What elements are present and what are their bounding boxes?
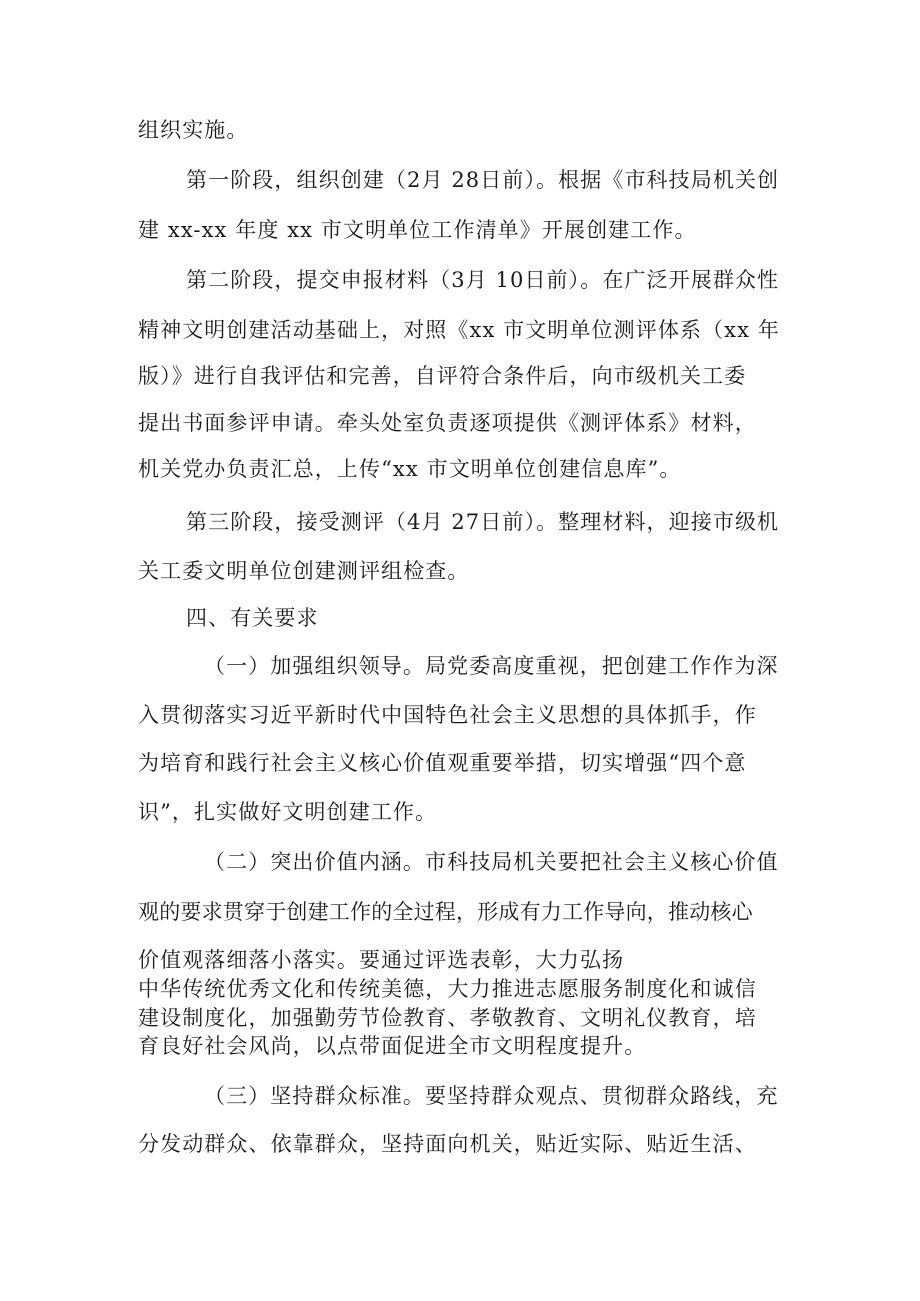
body-line: 价值观落细落小落实。要通过评选表彰，大力弘扬	[138, 948, 625, 972]
section-heading: 四、有关要求	[186, 606, 319, 630]
body-line: 第一阶段，组织创建（2月 28日前）。根据《市科技局机关创	[186, 168, 780, 192]
body-line: 建设制度化，加强勤劳节俭教育、孝敬教育、文明礼仪教育，培	[138, 1006, 757, 1030]
body-line: 提出书面参评申请。牵头处室负责逐项提供《测评体系》材料，	[138, 411, 757, 435]
body-line: （一）加强组织领导。局党委高度重视，把创建工作作为深	[204, 654, 779, 678]
body-line: （二）突出价值内涵。市科技局机关要把社会主义核心价值	[204, 850, 779, 874]
body-line: 第二阶段，提交申报材料（3月 10日前）。在广泛开展群众性	[186, 268, 780, 292]
body-line: （三）坚持群众标准。要坚持群众观点、贯彻群众路线，充	[204, 1084, 779, 1108]
body-line: 分发动群众、依靠群众，坚持面向机关，贴近实际、贴近生活、	[138, 1132, 757, 1156]
body-line: 观的要求贯穿于创建工作的全过程，形成有力工作导向，推动核心	[138, 900, 753, 924]
body-line: 第三阶段，接受测评（4月 27日前）。整理材料，迎接市级机	[186, 510, 780, 534]
body-line: 精神文明创建活动基础上，对照《xx 市文明单位测评体系（xx 年	[138, 318, 780, 342]
body-line: 中华传统优秀文化和传统美德，大力推进志愿服务制度化和诚信	[138, 977, 757, 1001]
body-line: 机关党办负责汇总，上传“xx 市文明单位创建信息库”。	[138, 457, 682, 481]
body-line: 建 xx-xx 年度 xx 市文明单位工作清单》开展创建工作。	[138, 218, 697, 242]
body-line: 识”，扎实做好文明创建工作。	[138, 800, 438, 824]
body-line: 关工委文明单位创建测评组检查。	[138, 559, 470, 583]
body-line: 为培育和践行社会主义核心价值观重要举措，切实增强“四个意	[138, 751, 747, 775]
body-line: 版）》进行自我评估和完善，自评符合条件后，向市级机关工委	[138, 364, 747, 388]
body-line: 组织实施。	[138, 118, 249, 142]
body-line: 育良好社会风尚，以点带面促进全市文明程度提升。	[138, 1034, 647, 1058]
body-line: 入贯彻落实习近平新时代中国特色社会主义思想的具体抓手，作	[138, 703, 757, 727]
